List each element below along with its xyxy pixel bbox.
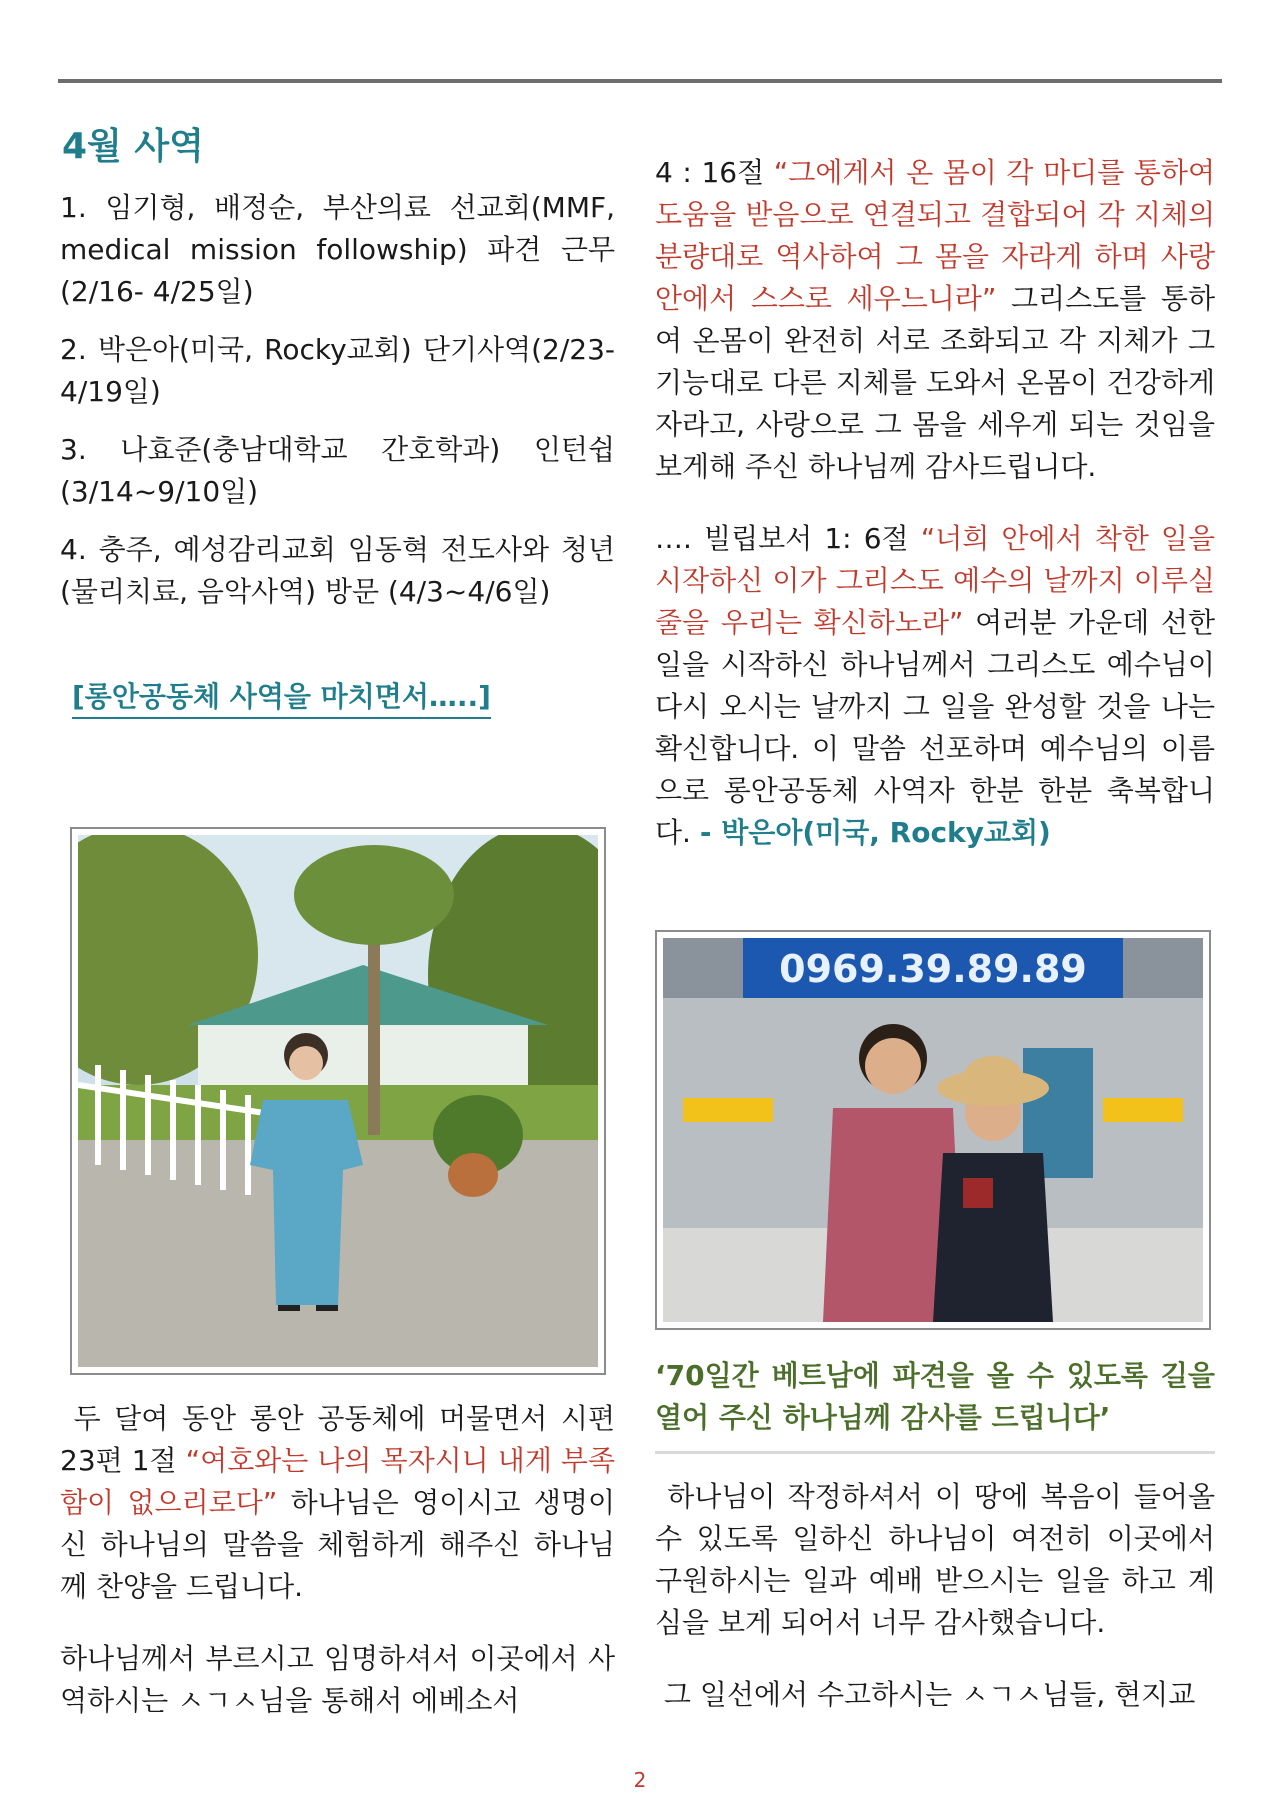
- scripture-quote: “너희 안에서 착한 일을 시작하신 이가 그리스도 예수의 날까지 이루실 줄을 우리는 확신하노라”: [655, 522, 1216, 639]
- body-paragraph: 두 달여 동안 롱안 공동체에 머물면서 시편 23편 1절 “여호와는 나의 목자시니 내게 부족함이 없으리로다” 하나님은 영이시고 생명이신 하나님의 말씀을 체험하게 해주신 하나님께 찬양을 드립니다.: [60, 1402, 616, 1603]
- caption-divider: [655, 1451, 1215, 1454]
- section-heading: 4월 사역: [62, 126, 204, 167]
- list-item: 2. 박은아(미국, Rocky교회) 단기사역(2/23- 4/19일): [60, 333, 615, 408]
- right-column: [655, 152, 1215, 854]
- scripture-quote: “여호와는 나의 목자시니 내게 부족함이 없으리로다”: [60, 1444, 616, 1519]
- list-item: 1. 임기형, 배정순, 부산의료 선교회(MMF, medical mission followship) 파견 근무 (2/16- 4/25일): [60, 191, 615, 308]
- airport-sign-text: 0969.39.89.89: [779, 947, 1087, 991]
- author-signature: - 박은아(미국, Rocky교회): [699, 816, 1051, 849]
- list-item: 4. 충주, 예성감리교회 임동혁 전도사와 청년(물리치료, 음악사역) 방문 (4/3~4/6일): [60, 533, 615, 608]
- top-rule: [58, 79, 1222, 83]
- body-paragraph: 하나님께서 부르시고 임명하셔서 이곳에서 사역하시는 ㅅㄱㅅ님을 통해서 에베소서: [60, 1642, 615, 1717]
- list-item: 3. 나효준(충남대학교 간호학과) 인턴쉽(3/14~9/10일): [60, 433, 615, 508]
- photo-woman-garden: [70, 827, 606, 1375]
- left-column: [60, 110, 615, 719]
- photo-caption: ‘70일간 베트남에 파견을 올 수 있도록 길을 열어 주신 하나님께 감사를 드립니다’: [655, 1359, 1215, 1434]
- body-paragraph: 그 일선에서 수고하시는 ㅅㄱㅅ님들, 현지교: [663, 1678, 1196, 1711]
- body-paragraph: 하나님이 작정하셔서 이 땅에 복음이 들어올 수 있도록 일하신 하나님이 여전히 이곳에서 구원하시는 일과 예배 받으시는 일을 하고 계심을 보게 되어서 너무 감사했습니다.: [655, 1480, 1215, 1639]
- subsection-title: [롱안공동체 사역을 마치면서…..]: [72, 675, 491, 719]
- left-column-lower: [60, 1398, 615, 1722]
- body-paragraph: 4 : 16절 “그에게서 온 몸이 각 마디를 통하여 도움을 받음으로 연결되고 결합되어 각 지체의 분량대로 역사하여 그 몸을 자라게 하며 사랑 안에서 스스로 세우느니라” 그리스도를 통하여 온몸이 완전히 서로 조화되고 각 지체가 그 기능대로 다른 지체를 도와서 온몸이 건강하게 자라고, 사랑으로 그 몸을 세우게 되는 것임을 보게해 주신 하나님께 감사드립니다.: [655, 156, 1215, 483]
- right-column-lower: [655, 1355, 1215, 1716]
- photo-airport: [655, 930, 1211, 1330]
- scripture-quote: “그에게서 온 몸이 각 마디를 통하여 도움을 받음으로 연결되고 결합되어 각 지체의 분량대로 역사하여 그 몸을 자라게 하며 사랑 안에서 스스로 세우느니라”: [655, 156, 1215, 315]
- photo-image: [78, 835, 598, 1367]
- photo-image: [663, 938, 1203, 1322]
- body-paragraph: …. 빌립보서 1: 6절 “너희 안에서 착한 일을 시작하신 이가 그리스도 예수의 날까지 이루실 줄을 우리는 확신하노라” 여러분 가운데 선한 일을 시작하신 하나님께서 그리스도 예수님이 다시 오시는 날까지 그 일을 완성할 것을 나는 확신합니다. 이 말씀 선포하며 예수님의 이름으로 롱안공동체 사역자 한분 한분 축복합니다. - 박은아(미국, Rocky교회): [655, 522, 1216, 849]
- page-number: 2: [633, 1768, 647, 1792]
